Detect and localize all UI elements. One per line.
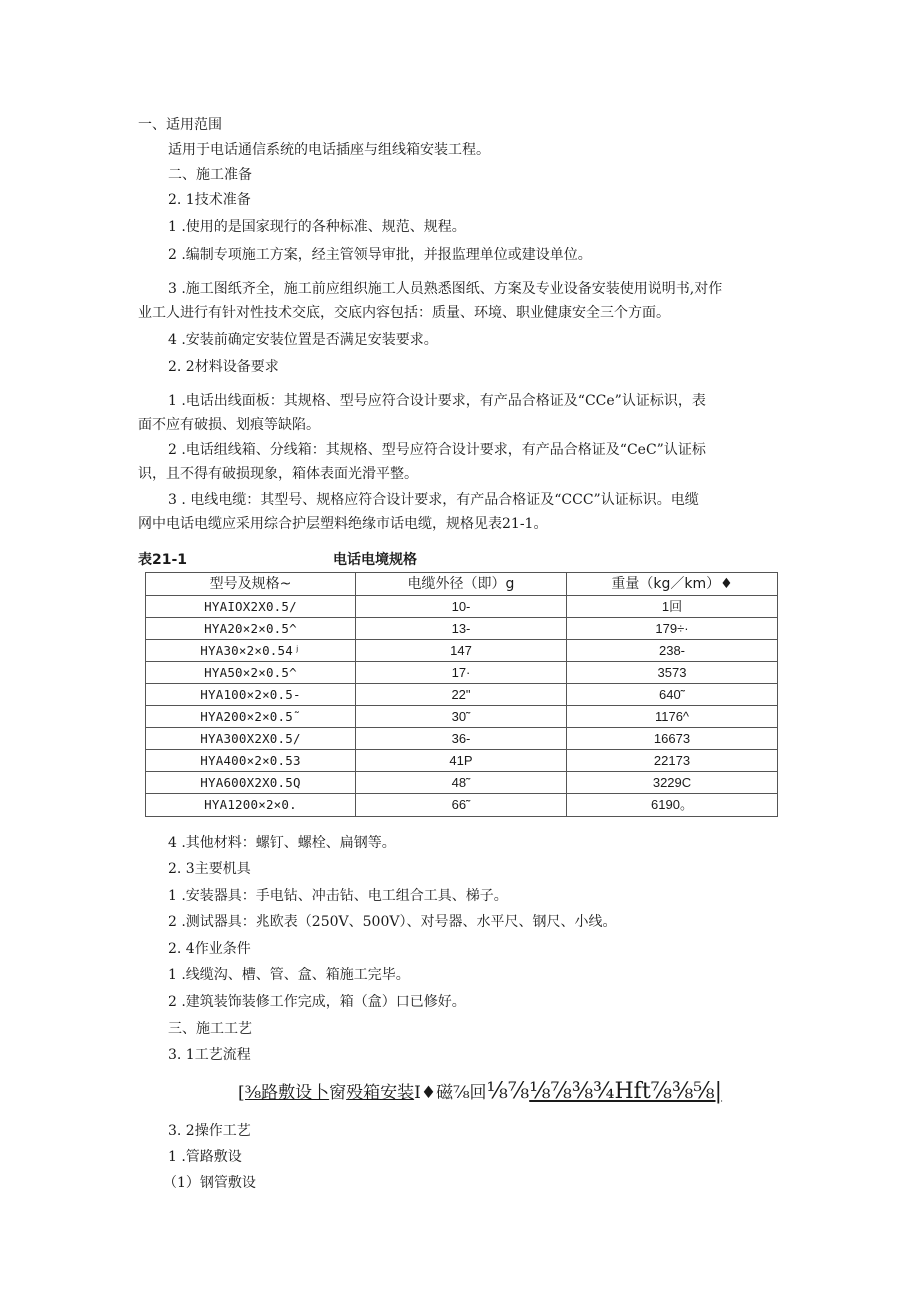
- cell-weight: 22173: [567, 750, 778, 772]
- paragraph-p11: 1 .电话出线面板：其规格、型号应符合设计要求，有产品合格证及“CCe”认证标识，表: [168, 393, 706, 409]
- cell-outer-diameter: 66˜: [356, 794, 567, 817]
- paragraph-p1: 一、适用范围: [138, 117, 222, 133]
- flow-garbled-1: I♦磁⅞回: [414, 1083, 487, 1103]
- cell-model: HYA400×2×0.53: [146, 750, 356, 772]
- paragraph-p2: 适用于电话通信系统的电话插座与组线箱安装工程。: [168, 142, 490, 158]
- table-header-row: [146, 573, 778, 596]
- paragraph-p27: 1 .管路敷设: [168, 1149, 242, 1165]
- header-model: 型号及规格~: [146, 573, 356, 596]
- cell-weight: 6190。: [567, 794, 778, 817]
- paragraph-p19: 1 .安装器具：手电钻、冲击钻、电工组合工具、梯子。: [168, 888, 508, 904]
- table-row: [146, 728, 778, 750]
- paragraph-p26: 3. 2操作工艺: [168, 1123, 251, 1139]
- paragraph-p21: 2. 4作业条件: [168, 941, 251, 957]
- cell-outer-diameter: 30˜: [356, 706, 567, 728]
- cell-model: HYA20×2×0.5^: [146, 618, 356, 640]
- paragraph-p23: 2 .建筑装饰装修工作完成，箱（盒）口已修好。: [168, 994, 466, 1010]
- paragraph-p3: 二、施工准备: [168, 167, 252, 183]
- header-outer-diameter: 电缆外径（即）g: [356, 573, 567, 596]
- cell-outer-diameter: 17·: [356, 662, 567, 684]
- flow-connector: 窗: [329, 1083, 347, 1103]
- paragraph-p8: 业工人进行有针对性技术交底，交底内容包括：质量、环境、职业健康安全三个方面。: [138, 305, 670, 321]
- cell-model: HYA30×2×0.54ʲ: [146, 640, 356, 662]
- flow-step-box-install: 殁箱安装: [346, 1083, 415, 1103]
- table-row: [146, 596, 778, 618]
- cell-model: HYA100×2×0.5-: [146, 684, 356, 706]
- paragraph-p14: 识，且不得有破损现象，箱体表面光滑平整。: [138, 466, 418, 482]
- cell-outer-diameter: 10-: [356, 596, 567, 618]
- cell-weight: 1176^: [567, 706, 778, 728]
- cell-model: HYA600X2X0.5Q: [146, 772, 356, 794]
- table-row: [146, 706, 778, 728]
- paragraph-p20: 2 .测试器具：兆欧表（250V、500V）、对号器、水平尺、钢尺、小线。: [168, 914, 617, 930]
- paragraph-p17: 4 .其他材料：螺钉、螺栓、扁钢等。: [168, 835, 396, 851]
- cell-model: HYA300X2X0.5/: [146, 728, 356, 750]
- table-row: [146, 772, 778, 794]
- cell-model: HYA200×2×0.5˜: [146, 706, 356, 728]
- cell-weight: 3229C: [567, 772, 778, 794]
- table-caption-title: 电话电境规格: [333, 552, 417, 568]
- table-caption-label: 表21-1: [138, 552, 188, 568]
- table-row: [146, 750, 778, 772]
- cell-weight: 179÷·: [567, 618, 778, 640]
- cell-weight: 3573: [567, 662, 778, 684]
- paragraph-p6: 2 .编制专项施工方案，经主管领导审批，并报监理单位或建设单位。: [168, 247, 592, 263]
- paragraph-p22: 1 .线缆沟、槽、管、盒、箱施工完毕。: [168, 967, 410, 983]
- cell-model: HYA1200×2×0.: [146, 794, 356, 817]
- paragraph-p24: 三、施工工艺: [168, 1021, 252, 1037]
- cell-outer-diameter: 48˜: [356, 772, 567, 794]
- paragraph-p9: 4 .安装前确定安装位置是否满足安装要求。: [168, 332, 438, 348]
- cell-model: HYAIOX2X0.5/: [146, 596, 356, 618]
- table-row: [146, 618, 778, 640]
- paragraph-p7: 3 .施工图纸齐全，施工前应组织施工人员熟悉图纸、方案及专业设备安装使用说明书,对作: [168, 281, 723, 297]
- paragraph-p10: 2. 2材料设备要求: [168, 359, 279, 375]
- flow-garbled-3: ⅛⅞⅜¾Hft⅞⅜⅝|: [529, 1079, 723, 1104]
- table-row: [146, 684, 778, 706]
- cell-weight: 238-: [567, 640, 778, 662]
- cell-weight: 16673: [567, 728, 778, 750]
- paragraph-p28: （1）钢管敷设: [163, 1175, 256, 1191]
- header-weight: 重量（kg／km）♦: [567, 573, 778, 596]
- cell-outer-diameter: 22": [356, 684, 567, 706]
- flow-garbled-2: ⅛⅞: [486, 1079, 530, 1104]
- cell-outer-diameter: 147: [356, 640, 567, 662]
- cable-spec-table: [145, 572, 778, 817]
- cell-outer-diameter: 13-: [356, 618, 567, 640]
- paragraph-p15: 3 . 电线电缆：其型号、规格应符合设计要求，有产品合格证及“CCC”认证标识。电缆: [168, 492, 699, 508]
- paragraph-p16: 网中电话电缆应采用综合护层塑料绝缘市话电缆，规格见表21-1。: [138, 516, 548, 532]
- cell-weight: 1回: [567, 596, 778, 618]
- paragraph-p4: 2. 1技术准备: [168, 192, 251, 208]
- cell-outer-diameter: 41P: [356, 750, 567, 772]
- table-body: [146, 596, 778, 817]
- paragraph-p18: 2. 3主要机具: [168, 861, 251, 877]
- cell-outer-diameter: 36-: [356, 728, 567, 750]
- paragraph-p12: 面不应有破损、划痕等缺陷。: [138, 417, 320, 433]
- cell-weight: 640˜: [567, 684, 778, 706]
- table-row: [146, 662, 778, 684]
- paragraph-p13: 2 .电话组线箱、分线箱：其规格、型号应符合设计要求，有产品合格证及“CeC”认证标: [168, 442, 706, 458]
- process-flow: [238, 1081, 722, 1104]
- table-row: [146, 794, 778, 817]
- paragraph-p25: 3. 1工艺流程: [168, 1047, 251, 1063]
- paragraph-p5: 1 .使用的是国家现行的各种标准、规范、规程。: [168, 219, 466, 235]
- flow-step-pipe-laying: [⅜路敷设卜: [238, 1083, 330, 1103]
- cell-model: HYA50×2×0.5^: [146, 662, 356, 684]
- table-row: [146, 640, 778, 662]
